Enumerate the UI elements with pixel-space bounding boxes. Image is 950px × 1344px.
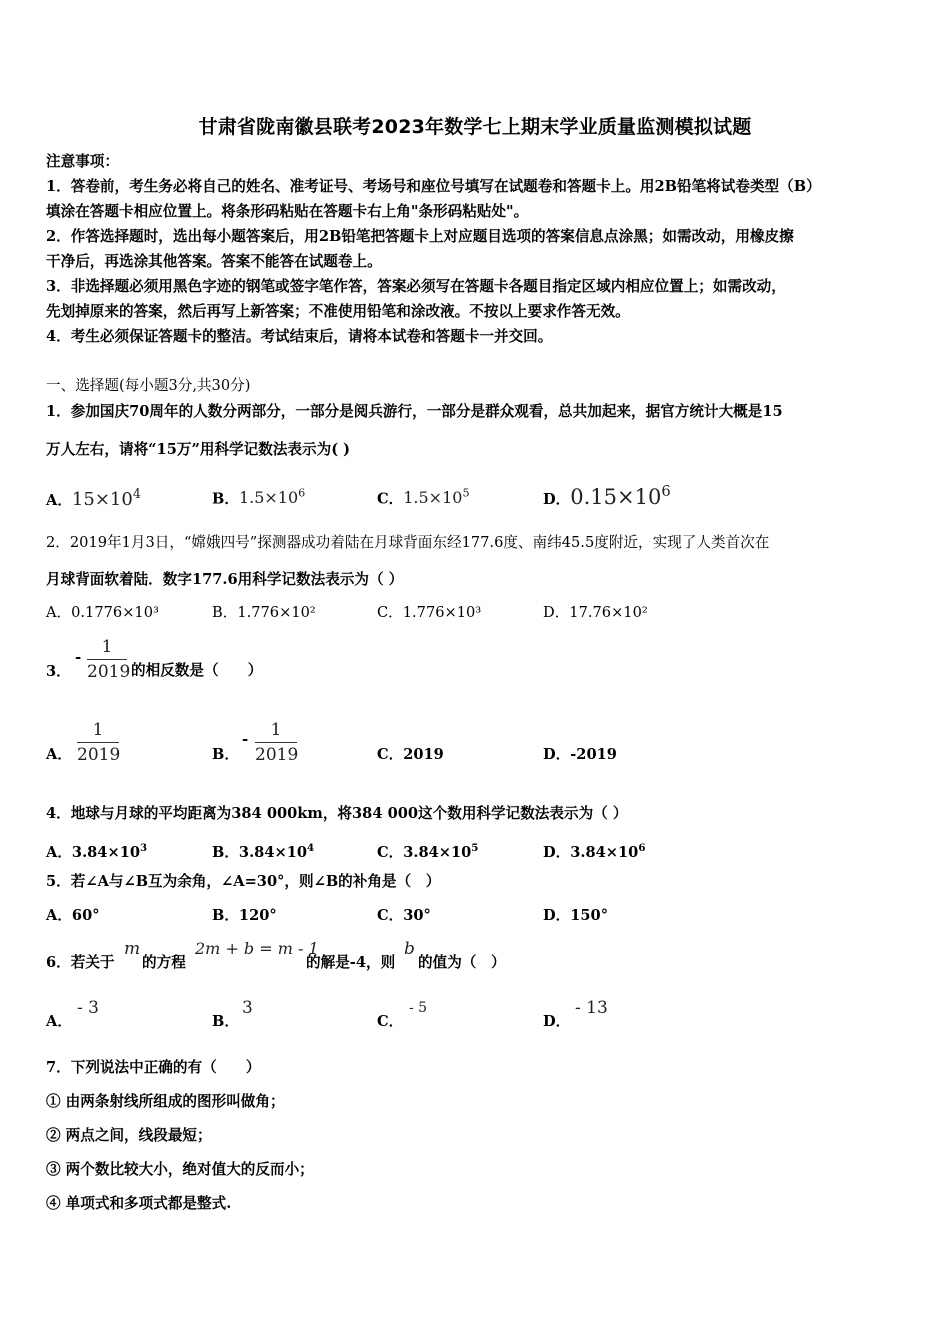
- q4-option-d: D．$3.84\times 10^6$: [543, 842, 646, 861]
- page-title: 甘肃省陇南徽县联考2023年数学七上期末学业质量监测模拟试题: [198, 116, 752, 138]
- q3-number: 3．: [46, 663, 71, 680]
- q6-option-d-value: - 13: [575, 998, 608, 1018]
- q3-option-d: D．-2019: [543, 746, 617, 763]
- notice-line: 干净后，再选涂其他答案。答案不能答在试题卷上。: [46, 253, 382, 270]
- q6-text-part-2: 的方程: [142, 954, 186, 971]
- q3-option-b-label: B．: [212, 746, 239, 763]
- q6-option-a-label: A．: [46, 1013, 72, 1030]
- q7-statement: ③ 两个数比较大小，绝对值大的反而小；: [46, 1161, 314, 1178]
- section-heading: 一、选择题(每小题3分,共30分): [46, 377, 251, 394]
- option-label: C．: [377, 490, 404, 508]
- q3-option-a-label: A．: [46, 746, 72, 763]
- notice-heading: 注意事项：: [46, 153, 119, 170]
- q1-option-b: [212, 484, 305, 509]
- notice-line: 4．考生必须保证答题卡的整洁。考试结束后，请将本试卷和答题卡一并交回。: [46, 328, 553, 345]
- q5-option-d: D．150°: [543, 907, 609, 924]
- notice-line: 先划掉原来的答案，然后再写上新答案；不准使用铅笔和涂改液。不按以上要求作答无效。: [46, 303, 630, 320]
- q4-option-b: B．$3.84\times 10^4$: [212, 842, 315, 861]
- q2-option-c: C．1.776×10³: [377, 604, 482, 621]
- q6-text-part-3: 的解是-4，则: [306, 954, 396, 971]
- question-1-line-2: 万人左右，请将“15万”用科学记数法表示为( ): [46, 441, 351, 458]
- q3-option-b-minus: -: [242, 730, 249, 748]
- notice-line: 2．作答选择题时，选出每小题答案后，用2B铅笔把答题卡上对应题目选项的答案信息点涂黑；如需改动，用橡皮擦: [46, 228, 794, 245]
- option-value: $15\times 10^4$: [71, 486, 141, 510]
- q6-text-part-4: 的值为（ ）: [418, 954, 506, 971]
- question-2-line-1: 2．2019年1月3日，“嫦娥四号”探测器成功着陆在月球背面东经177.6度、南纬45.5度附近，实现了人类首次在: [46, 534, 770, 551]
- q6-text-part-1: 6．若关于: [46, 954, 115, 971]
- q5-option-a: A．60°: [46, 907, 100, 924]
- q5-option-c: C．30°: [377, 907, 431, 924]
- q6-option-d-label: D．: [543, 1013, 571, 1030]
- notice-line: 1．答卷前，考生务必将自己的姓名、准考证号、考场号和座位号填写在试题卷和答题卡上。用2B铅笔将试卷类型（B）: [46, 178, 821, 195]
- question-2-line-2: 月球背面软着陆．数字177.6用科学记数法表示为（ ）: [46, 571, 404, 588]
- q6-option-b-label: B．: [212, 1013, 239, 1030]
- q7-statement: ② 两点之间，线段最短；: [46, 1127, 212, 1144]
- notice-line: 3．非选择题必须用黑色字迹的钢笔或签字笔作答，答案必须写在答题卡各题目指定区域内相应位置上；如需改动，: [46, 278, 786, 295]
- option-value: $1.5\times 10^6$: [238, 487, 306, 508]
- question-1-line-1: 1．参加国庆70周年的人数分两部分，一部分是阅兵游行，一部分是群众观看，总共加起来，据官方统计大概是15: [46, 403, 783, 420]
- question-5: 5．若∠A与∠B互为余角，∠A=30°，则∠B的补角是（ ）: [46, 873, 441, 890]
- option-value: $1.5\times 10^5$: [403, 487, 470, 508]
- option-label: D．: [543, 491, 571, 508]
- q3-option-c: C．2019: [377, 746, 444, 763]
- q6-equation: 2m + b = m - 1: [195, 939, 319, 958]
- q6-option-a-value: - 3: [77, 998, 99, 1018]
- q3-option-a-fraction: 1 2019: [77, 720, 121, 765]
- notice-line: 填涂在答题卡相应位置上。将条形码粘贴在答题卡右上角"条形码粘贴处"。: [46, 203, 529, 220]
- option-label: B．: [212, 490, 239, 508]
- question-7: 7．下列说法中正确的有（ ）: [46, 1059, 261, 1076]
- q2-option-d: D．17.76×10²: [543, 604, 648, 621]
- q7-statement: ① 由两条射线所组成的图形叫做角；: [46, 1093, 285, 1110]
- q6-option-c-value: - 5: [409, 1000, 428, 1016]
- q2-option-b: B．1.776×10²: [212, 604, 316, 621]
- q1-option-d: [543, 482, 671, 510]
- option-value: $0.15\times 10^6$: [570, 483, 671, 509]
- option-label: A．: [46, 492, 72, 509]
- q1-option-c: [377, 484, 470, 509]
- q5-option-b: B．120°: [212, 907, 277, 924]
- q3-option-b-fraction: 1 2019: [255, 720, 299, 765]
- q1-option-a: [46, 484, 141, 511]
- q2-option-a: A．0.1776×10³: [46, 604, 159, 621]
- q7-statement: ④ 单项式和多项式都是整式.: [46, 1195, 232, 1212]
- q6-variable-m: m: [124, 939, 141, 959]
- q4-option-c: C．$3.84\times 10^5$: [377, 842, 479, 861]
- q6-variable-b: b: [404, 939, 415, 959]
- q6-option-b-value: 3: [242, 998, 253, 1018]
- q3-minus-sign: -: [75, 648, 82, 666]
- q6-option-c-label: C．: [377, 1013, 404, 1030]
- q4-option-a: A．$3.84\times 10^3$: [46, 842, 148, 861]
- question-4: 4．地球与月球的平均距离为384 000km，将384 000这个数用科学记数法表示为（ ）: [46, 805, 628, 822]
- q3-fraction: 1 2019: [87, 637, 131, 682]
- q3-text: 的相反数是（ ）: [131, 662, 263, 679]
